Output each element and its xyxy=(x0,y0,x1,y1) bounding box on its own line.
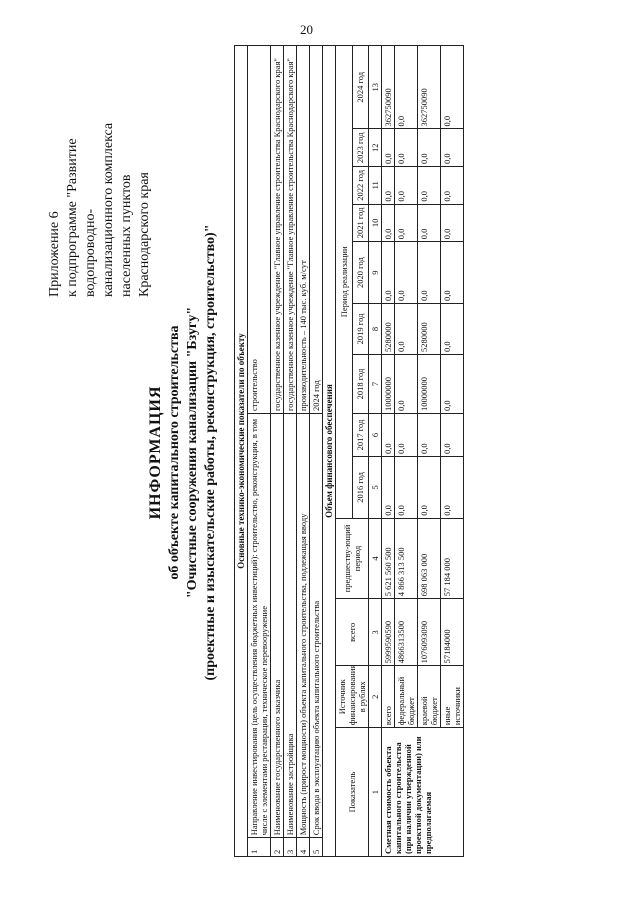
table-cell: 0,0 xyxy=(418,414,441,457)
year-header: 2022 год xyxy=(352,167,369,205)
appendix-line: водопроводно- xyxy=(83,208,98,297)
row-value: строительство xyxy=(248,46,271,414)
row-number: 3 xyxy=(284,838,297,857)
table-cell: 4866313500 xyxy=(395,599,418,666)
table-cell: 1076093090 xyxy=(418,599,441,666)
row-value: государственное казенное учреждение "Главное управление строительства Краснодарского края" xyxy=(271,46,284,414)
row-label: Наименование государственного заказчика xyxy=(271,414,284,838)
table-cell: 0,0 xyxy=(418,242,441,304)
row-number: 1 xyxy=(248,838,271,857)
column-number: 9 xyxy=(369,242,382,304)
year-header: 2018 год xyxy=(352,354,369,413)
table-cell: 5 621 560 500 xyxy=(382,518,395,599)
table-cell: 10000000 xyxy=(382,354,395,413)
year-header: 2021 год xyxy=(352,204,369,242)
column-number: 3 xyxy=(369,599,382,666)
indicator-cell: Сметная стоимость объекта капитального строительства (при наличии утвержденной проектной документации) или предполагаемая xyxy=(382,728,464,857)
table-cell: 0,0 xyxy=(395,414,418,457)
table-cell: 0,0 xyxy=(382,242,395,304)
header-line: об объекте капитального строительства xyxy=(167,325,182,580)
year-header: 2016 год xyxy=(352,456,369,518)
column-number: 1 xyxy=(369,728,382,857)
section-title: Основные технико-экономические показатели по объекту xyxy=(235,46,248,857)
table-cell: 0,0 xyxy=(382,456,395,518)
period-header: Период реализации xyxy=(336,46,353,519)
column-number: 5 xyxy=(369,456,382,518)
section-title: Объем финансового обеспечения xyxy=(323,46,336,857)
row-number: 4 xyxy=(297,838,310,857)
table-cell: 0,0 xyxy=(395,204,418,242)
column-number: 7 xyxy=(369,354,382,413)
table-cell: 0,0 xyxy=(395,354,418,413)
table-cell: 0,0 xyxy=(441,167,464,205)
table-cell: 0,0 xyxy=(382,414,395,457)
indicator-header: Показатель xyxy=(336,728,369,857)
source-cell: иные источники xyxy=(441,666,464,728)
info-table xyxy=(234,45,464,857)
column-number: 6 xyxy=(369,414,382,457)
prev-period-header: предшеству-ющий период xyxy=(336,518,369,599)
table-cell: 0,0 xyxy=(382,204,395,242)
table-cell: 0,0 xyxy=(441,204,464,242)
table-cell: 0,0 xyxy=(441,303,464,354)
year-header: 2019 год xyxy=(352,303,369,354)
table-cell: 0,0 xyxy=(418,129,441,167)
table-cell: 0,0 xyxy=(395,303,418,354)
column-number: 8 xyxy=(369,303,382,354)
table-cell: 0,0 xyxy=(418,456,441,518)
page-number: 20 xyxy=(300,22,313,37)
row-number: 2 xyxy=(271,838,284,857)
source-cell: федеральный бюджет xyxy=(395,666,418,728)
appendix-line: Краснодарского края xyxy=(137,172,152,297)
year-header: 2024 год xyxy=(352,46,369,129)
appendix-note xyxy=(46,57,154,297)
column-number: 4 xyxy=(369,518,382,599)
appendix-line: населенных пунктов xyxy=(119,174,134,297)
header-line: "Очистные сооружения канализации "Бзугу" xyxy=(185,306,200,599)
column-number: 2 xyxy=(369,666,382,728)
table-cell: 5999590590 xyxy=(382,599,395,666)
row-value: государственное казенное учреждение "Главное управление строительства Краснодарского края" xyxy=(284,46,297,414)
table-cell: 0,0 xyxy=(382,167,395,205)
row-label: Направление инвестирования (цель осуществления бюджетных инвестиций): строительство, реконструкция, в том числе с элементами реставрации, техническое перевооружение xyxy=(248,414,271,838)
table-cell: 5280000 xyxy=(382,303,395,354)
table-cell: 0,0 xyxy=(441,129,464,167)
row-label: Наименование застройщика xyxy=(284,414,297,838)
document-title: ИНФОРМАЦИЯ xyxy=(147,385,164,520)
table-cell: 0,0 xyxy=(441,242,464,304)
table-cell: 0,0 xyxy=(441,456,464,518)
table-cell: 362750090 xyxy=(418,46,441,129)
table-cell: 57 184 000 xyxy=(441,518,464,599)
column-number: 12 xyxy=(369,129,382,167)
table-cell: 362750090 xyxy=(382,46,395,129)
table-cell: 10000000 xyxy=(418,354,441,413)
table-cell: 5280000 xyxy=(418,303,441,354)
table-cell: 698 063 000 xyxy=(418,518,441,599)
row-label: Мощность (прирост мощности) объекта капитального строительства, подлежащая вводу xyxy=(297,414,310,838)
table-cell: 0,0 xyxy=(441,46,464,129)
table-cell: 0,0 xyxy=(395,242,418,304)
column-number: 11 xyxy=(369,167,382,205)
row-number: 5 xyxy=(310,838,323,857)
row-label: Срок ввода в эксплуатацию объекта капитального строительства xyxy=(310,414,323,838)
total-header: всего xyxy=(336,599,369,666)
source-header: Источник финансирования в рублях xyxy=(336,666,369,728)
year-header: 2023 год xyxy=(352,129,369,167)
rotated-page-content xyxy=(42,40,622,865)
table-cell: 0,0 xyxy=(395,46,418,129)
row-value: производительность – 140 тыс. куб. м/сут xyxy=(297,46,310,414)
table-cell: 0,0 xyxy=(441,354,464,413)
source-cell: краевой бюджет xyxy=(418,666,441,728)
table-cell: 4 866 313 500 xyxy=(395,518,418,599)
table-cell: 0,0 xyxy=(395,456,418,518)
column-number: 10 xyxy=(369,204,382,242)
table-cell: 0,0 xyxy=(382,129,395,167)
table-cell: 0,0 xyxy=(418,167,441,205)
table-cell: 0,0 xyxy=(395,129,418,167)
appendix-line: Приложение 6 xyxy=(47,211,62,297)
table-cell: 0,0 xyxy=(395,167,418,205)
appendix-line: канализационного комплекса xyxy=(101,122,116,297)
header-line: (проектные и изыскательские работы, реконструкция, строительство)" xyxy=(203,224,218,681)
year-header: 2017 год xyxy=(352,414,369,457)
table-cell: 0,0 xyxy=(418,204,441,242)
appendix-line: к подпрограмме "Развитие xyxy=(65,138,80,297)
document-header xyxy=(146,40,220,865)
main-table xyxy=(234,45,464,857)
table-cell: 57184000 xyxy=(441,599,464,666)
table-cell: 0,0 xyxy=(441,414,464,457)
row-value: 2024 год xyxy=(310,46,323,414)
source-cell: всего xyxy=(382,666,395,728)
year-header: 2020 год xyxy=(352,242,369,304)
column-number: 13 xyxy=(369,46,382,129)
